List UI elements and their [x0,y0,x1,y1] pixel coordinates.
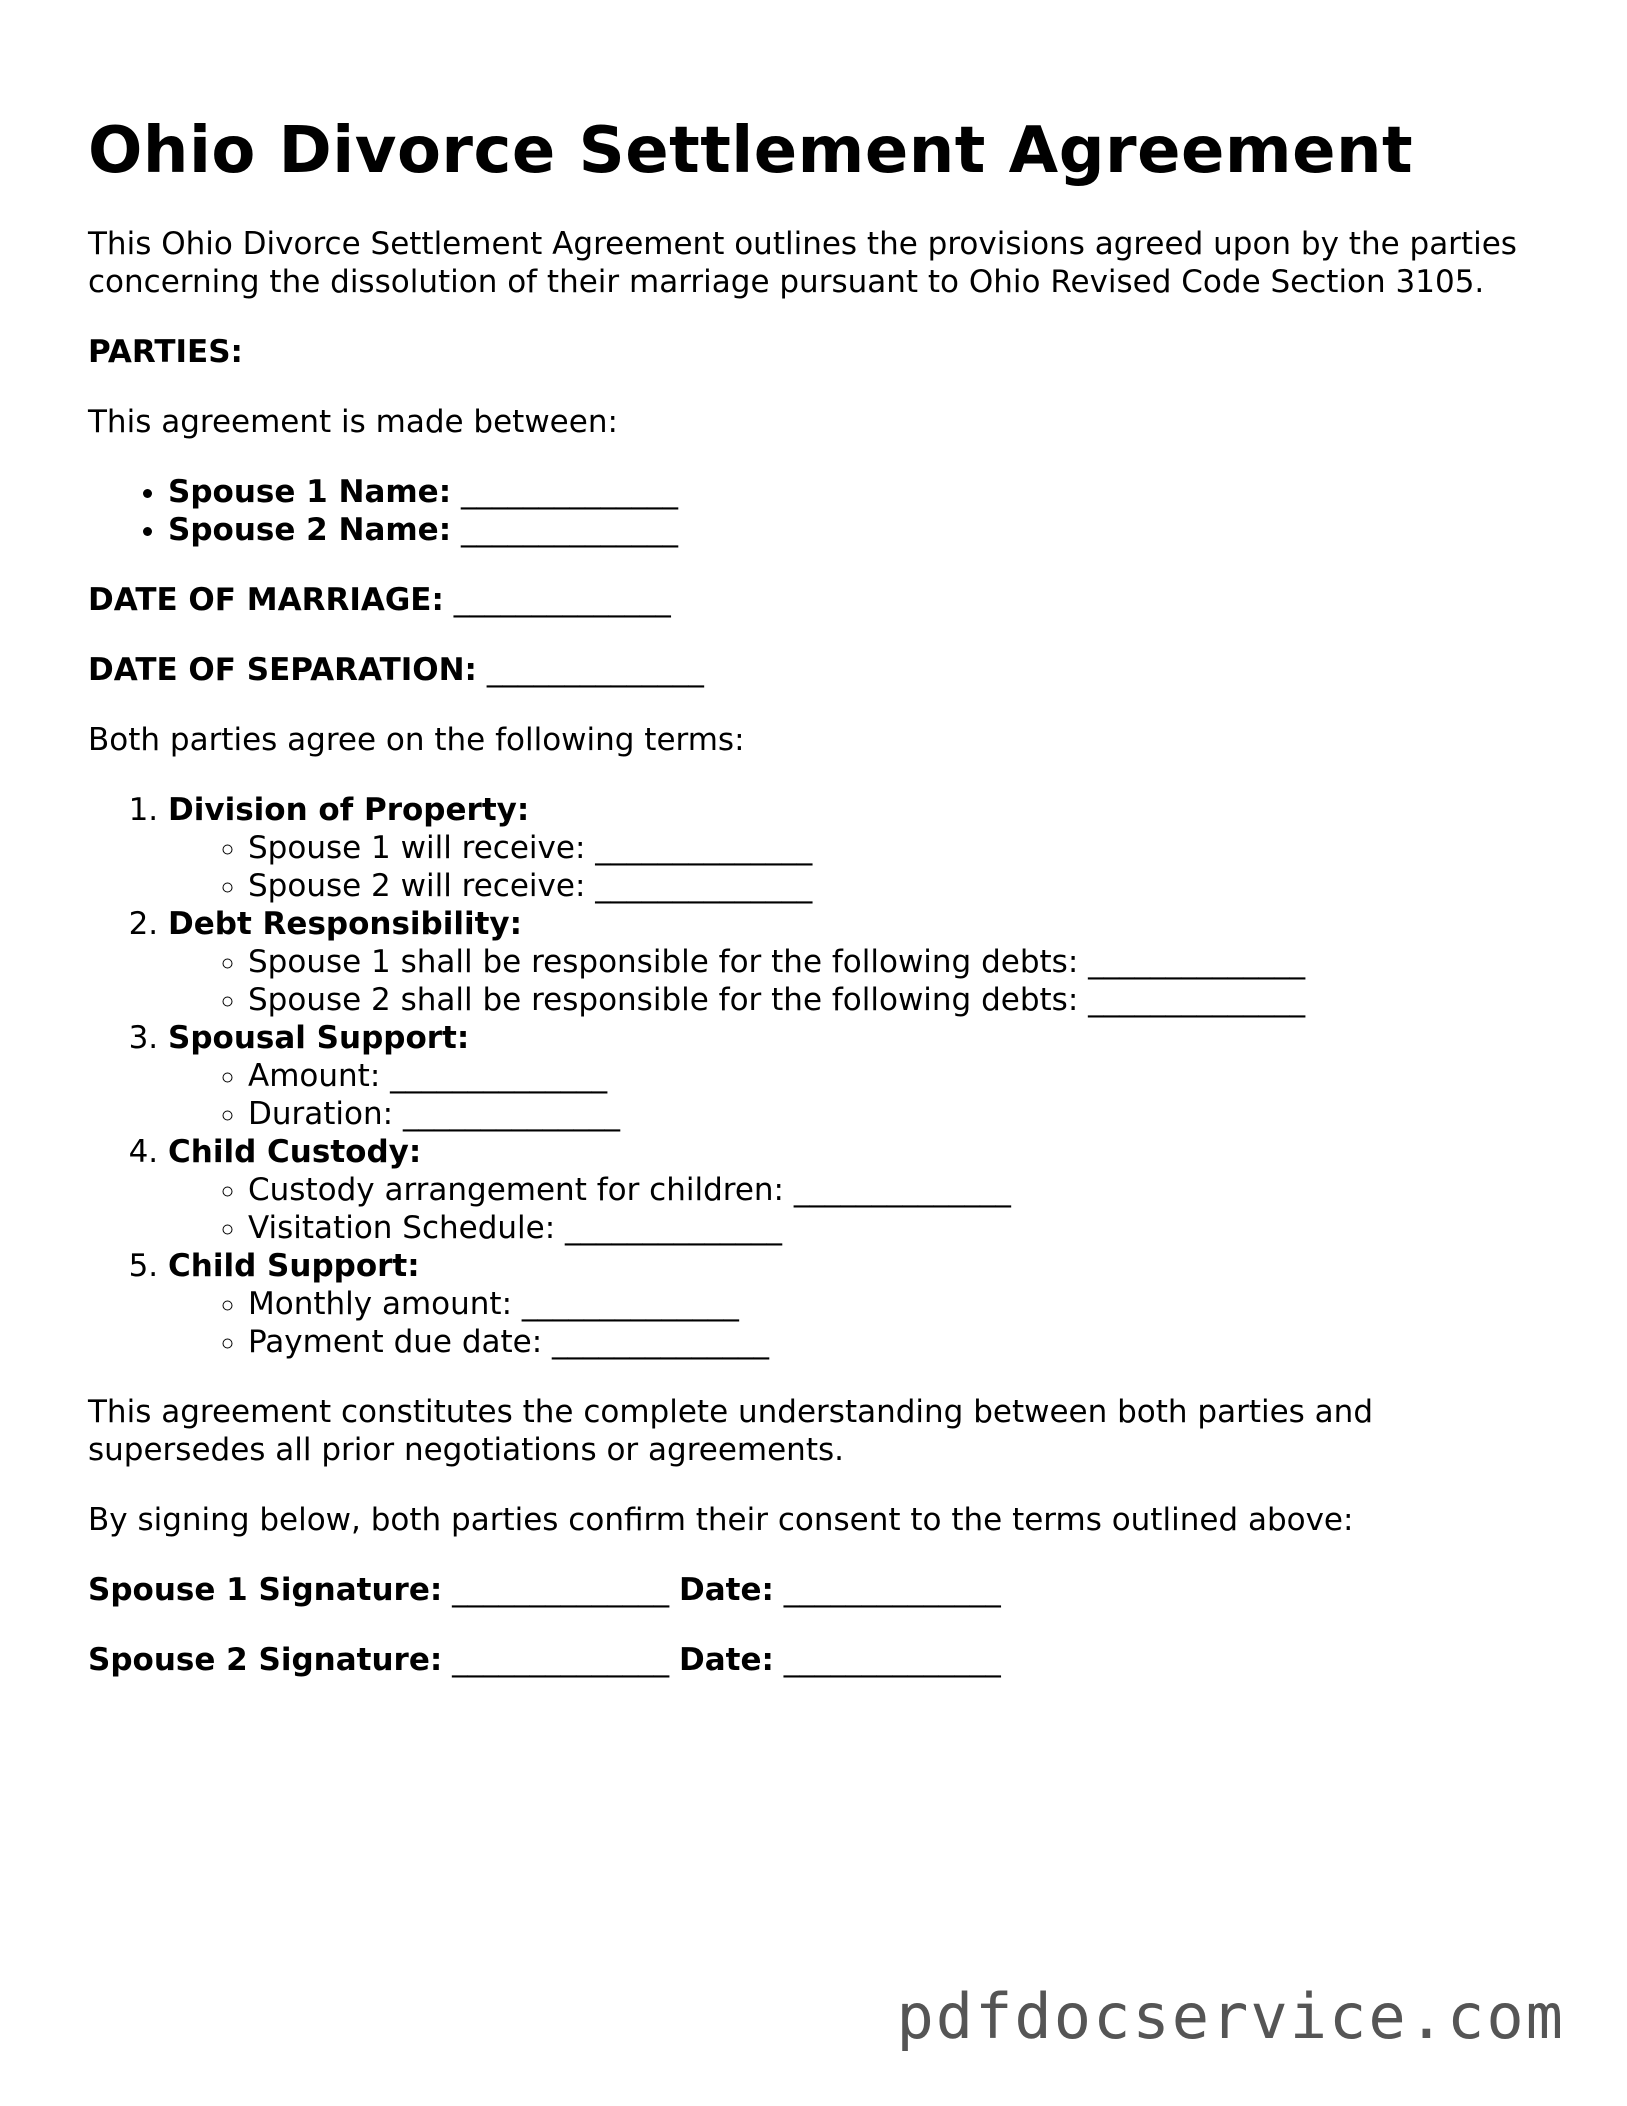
spouse2-signature-label: Spouse 2 Signature: [88,1642,443,1678]
term-sub-label: Spouse 1 will receive: [248,830,586,866]
term-field[interactable]: ______________ [793,1172,1011,1208]
watermark: pdfdocservice.com [896,1980,1565,2053]
term-item [168,1133,1548,1247]
spouse1-date-label: Date: [678,1572,774,1608]
spouse1-signature-field[interactable]: ______________ [452,1572,670,1608]
term-sub-label: Duration: [248,1096,394,1132]
list-item [168,473,1548,511]
term-field[interactable]: ______________ [595,830,813,866]
parties-lead: This agreement is made between: [88,404,618,440]
list-item [248,1057,1548,1095]
term-field[interactable]: ______________ [595,868,813,904]
spouse2-name-label: Spouse 2 Name: [168,512,452,548]
parties-list [88,473,1548,549]
date-of-marriage-label: DATE OF MARRIAGE: [88,582,444,618]
term-sub-label: Spouse 2 shall be responsible for the following debts: [248,982,1079,1018]
term-sub-label: Spouse 2 will receive: [248,868,586,904]
date-of-separation-label: DATE OF SEPARATION: [88,652,477,688]
list-item [168,511,1548,549]
date-of-marriage-line [88,581,1548,619]
term-sub-label: Monthly amount: [248,1286,513,1322]
term-field[interactable]: ______________ [390,1058,608,1094]
term-sub-label: Payment due date: [248,1324,543,1360]
list-item [248,867,1548,905]
term-sub-label: Custody arrangement for children: [248,1172,785,1208]
term-field[interactable]: ______________ [1088,944,1306,980]
list-item [248,1285,1548,1323]
spouse2-date-field[interactable]: ______________ [783,1642,1001,1678]
term-heading: Child Custody: [168,1134,422,1170]
terms-list [88,791,1548,1361]
term-field[interactable]: ______________ [402,1096,620,1132]
spouse1-signature-label: Spouse 1 Signature: [88,1572,443,1608]
list-item [248,829,1548,867]
spouse1-name-label: Spouse 1 Name: [168,474,452,510]
term-item [168,791,1548,905]
term-heading: Debt Responsibility: [168,906,523,942]
list-item [248,981,1548,1019]
term-item [168,905,1548,1019]
date-of-separation-field[interactable]: ______________ [486,652,704,688]
spouse1-signature-line [88,1571,1548,1609]
term-sub-label: Amount: [248,1058,381,1094]
spouse1-date-field[interactable]: ______________ [783,1572,1001,1608]
date-of-separation-line [88,651,1548,689]
signing-lead: By signing below, both parties confirm their consent to the terms outlined above: [88,1502,1354,1538]
term-item [168,1247,1548,1361]
term-field[interactable]: ______________ [521,1286,739,1322]
date-of-marriage-field[interactable]: ______________ [453,582,671,618]
page-title: Ohio Divorce Settlement Agreement [88,114,1414,188]
spouse2-signature-line [88,1641,1548,1679]
term-sub-label: Spouse 1 shall be responsible for the following debts: [248,944,1079,980]
spouse2-name-field[interactable]: ______________ [460,512,678,548]
term-sub-label: Visitation Schedule: [248,1210,556,1246]
terms-lead: Both parties agree on the following terms: [88,722,745,758]
term-heading: Division of Property: [168,792,530,828]
list-item [248,1209,1548,1247]
parties-heading: PARTIES: [88,334,243,370]
spouse1-name-field[interactable]: ______________ [460,474,678,510]
term-heading: Spousal Support: [168,1020,470,1056]
list-item [248,1171,1548,1209]
list-item [248,1323,1548,1361]
term-field[interactable]: ______________ [565,1210,783,1246]
spouse2-date-label: Date: [678,1642,774,1678]
term-item [168,1019,1548,1133]
closing-paragraph: This agreement constitutes the complete understanding between both parties and supersedes all prior negotiations or agreements. [88,1394,1374,1468]
term-field[interactable]: ______________ [552,1324,770,1360]
term-field[interactable]: ______________ [1088,982,1306,1018]
intro-paragraph: This Ohio Divorce Settlement Agreement outlines the provisions agreed upon by the parties concerning the dissolution of their marriage pursuant to Ohio Revised Code Section 3105. [88,226,1517,300]
spouse2-signature-field[interactable]: ______________ [452,1642,670,1678]
list-item [248,943,1548,981]
list-item [248,1095,1548,1133]
term-heading: Child Support: [168,1248,420,1284]
document-page [88,105,1548,1711]
